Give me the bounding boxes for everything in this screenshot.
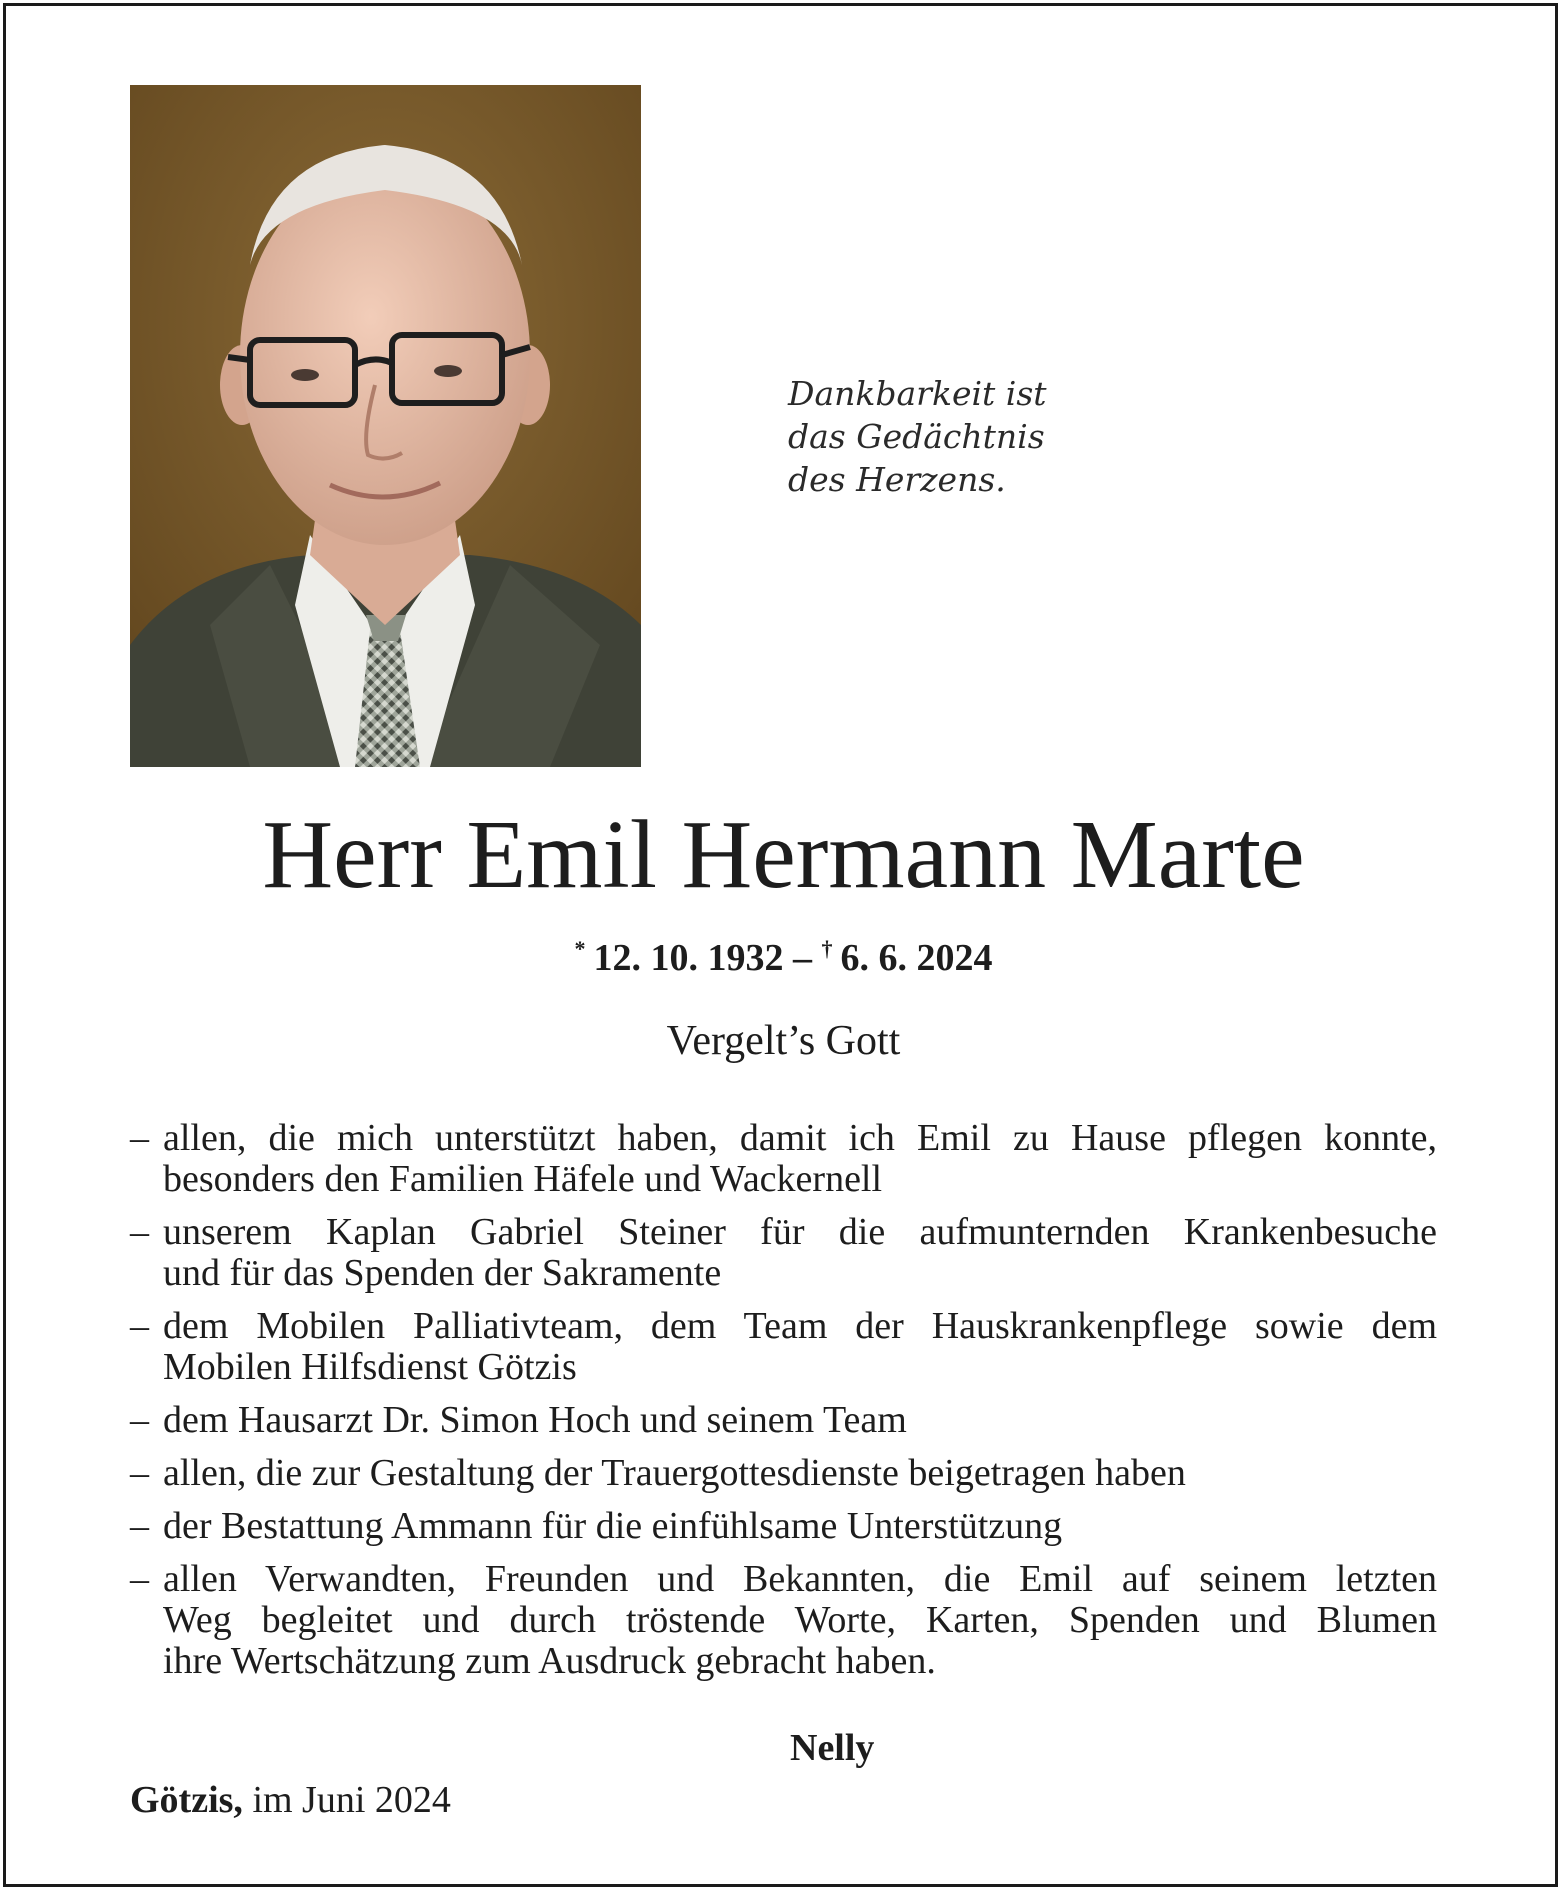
list-item-line: allen, die zur Gestaltung der Trauergottesdienste beigetragen haben [163, 1452, 1186, 1494]
list-item-line: dem Mobilen Palliativteam, dem Team der Hauskrankenpflege sowie dem [163, 1305, 1437, 1347]
list-dash: – [130, 1505, 149, 1547]
signer-name: Nelly [790, 1727, 875, 1769]
death-date: 6. 6. 2024 [840, 937, 993, 979]
portrait-photo [130, 85, 641, 767]
life-dates [0, 925, 1567, 982]
list-item-line: der Bestattung Ammann für die einfühlsame Unterstützung [163, 1505, 1063, 1547]
notice-date: im Juni 2024 [252, 1779, 451, 1821]
deceased-name: Herr Emil Hermann Marte [262, 801, 1305, 909]
birth-symbol: * [574, 936, 586, 961]
list-dash: – [130, 1399, 149, 1441]
list-item [130, 1306, 1437, 1388]
list-dash: – [130, 1452, 149, 1494]
list-item-line: allen, die mich unterstützt haben, damit ich Emil zu Hause pflegen konnte, [163, 1117, 1437, 1159]
list-item-line: allen Verwandten, Freunden und Bekannten, die Emil auf seinem letzten [163, 1558, 1437, 1600]
list-dash: – [130, 1558, 149, 1600]
quote-line: das Gedächtnis [788, 417, 1045, 456]
list-item-line: und für das Spenden der Sakramente [163, 1252, 722, 1294]
place-date [130, 1777, 451, 1823]
list-dash: – [130, 1211, 149, 1253]
memorial-quote [788, 372, 1047, 501]
list-item-line: Mobilen Hilfsdienst Götzis [163, 1346, 577, 1388]
quote-line: Dankbarkeit ist [788, 374, 1047, 413]
thanks-list [130, 1118, 1437, 1694]
place-town: Götzis, [130, 1779, 243, 1821]
quote-line: des Herzens. [788, 460, 1006, 499]
list-item [130, 1118, 1437, 1200]
list-item [130, 1212, 1437, 1294]
list-item [130, 1400, 1437, 1441]
birth-date: 12. 10. 1932 [593, 937, 784, 979]
list-item-line: unserem Kaplan Gabriel Steiner für die aufmunternden Krankenbesuche [163, 1211, 1437, 1253]
list-item-line: ihre Wertschätzung zum Ausdruck gebracht haben. [163, 1640, 936, 1682]
thanks-heading: Vergelt’s Gott [666, 1018, 901, 1064]
list-item-line: Weg begleitet und durch tröstende Worte, Karten, Spenden und Blumen [163, 1599, 1437, 1641]
list-dash: – [130, 1117, 149, 1159]
list-item [130, 1453, 1437, 1494]
date-separator: – [793, 937, 812, 979]
list-item-line: besonders den Familien Häfele und Wackernell [163, 1158, 883, 1200]
death-symbol: † [821, 936, 833, 961]
list-item [130, 1506, 1437, 1547]
list-dash: – [130, 1305, 149, 1347]
list-item [130, 1559, 1437, 1682]
list-item-line: dem Hausarzt Dr. Simon Hoch und seinem Team [163, 1399, 907, 1441]
